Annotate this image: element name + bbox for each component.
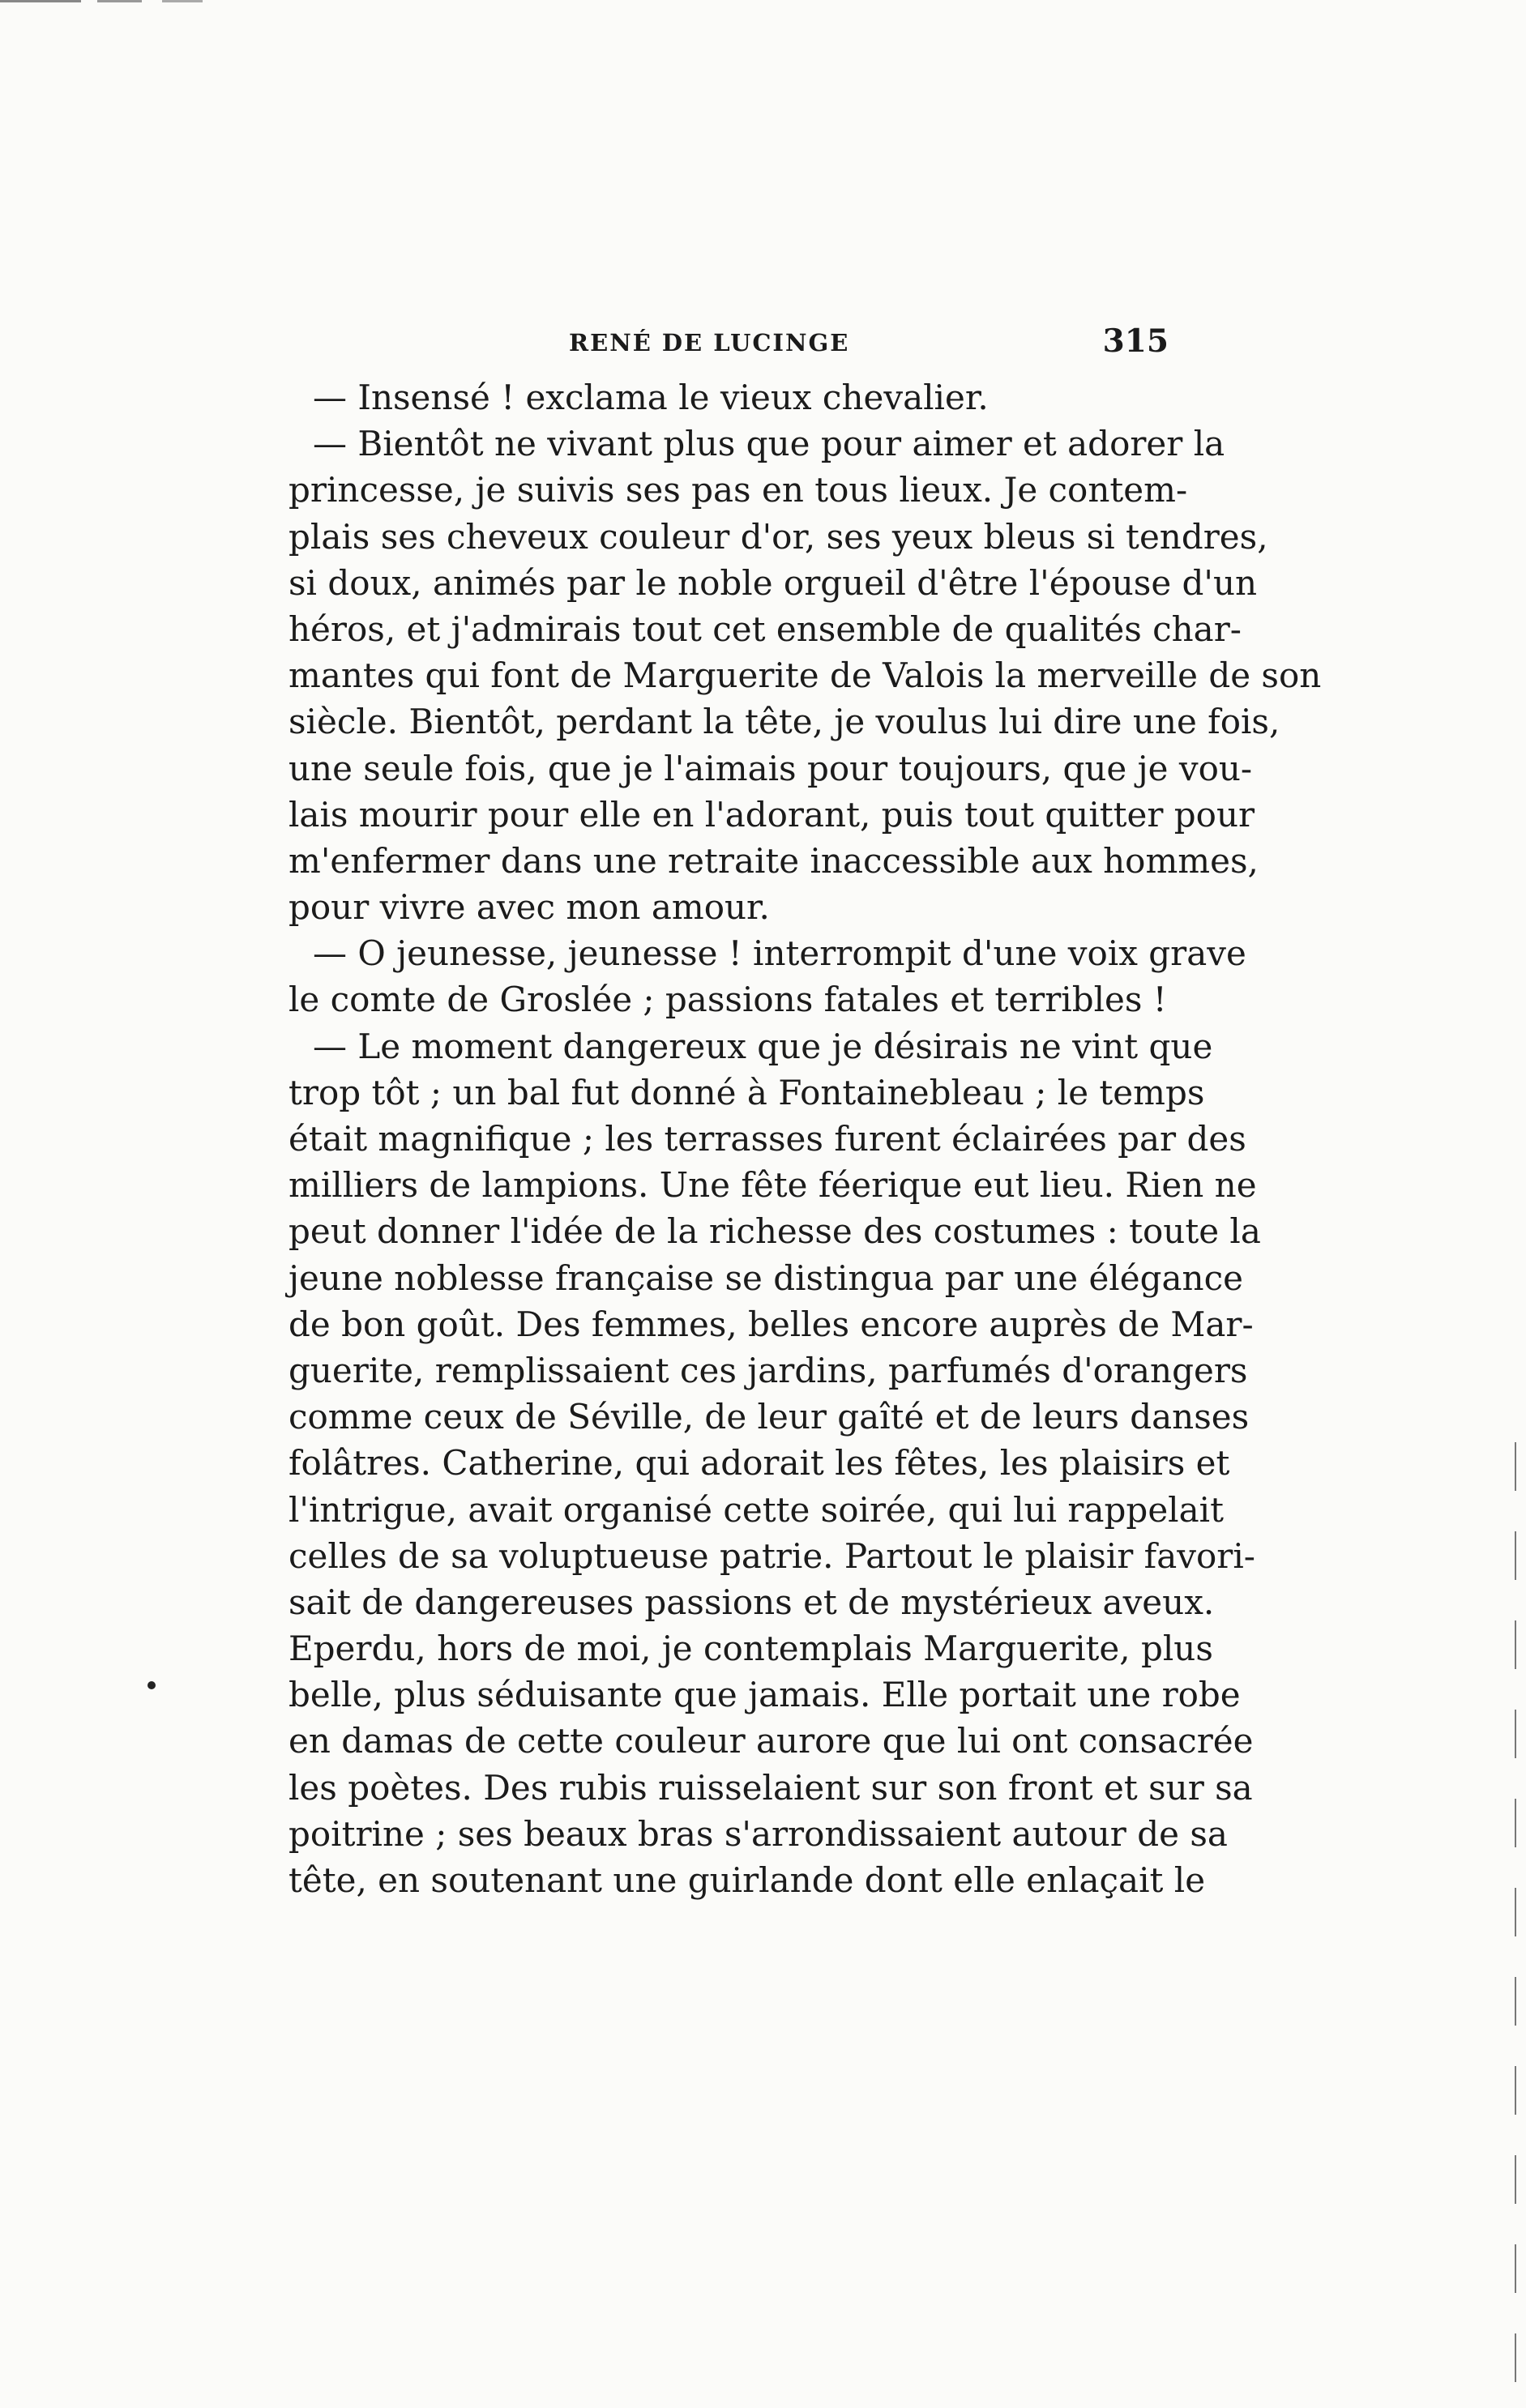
page-header — [289, 322, 1169, 371]
text-line: si doux, animés par le noble orgueil d'être l'épouse d'un — [289, 562, 1258, 603]
scan-speck — [147, 1681, 156, 1689]
scan-right-edge-mark — [1515, 1442, 1516, 2382]
text-line: une seule fois, que je l'aimais pour toujours, que je vou- — [289, 748, 1253, 788]
text-line: m'enfermer dans une retraite inaccessible aux hommes, — [289, 840, 1259, 881]
text-line: — Le moment dangereux que je désirais ne vint que — [313, 1026, 1213, 1066]
text-line: jeune noblesse française se distingua par une élégance — [289, 1257, 1243, 1298]
text-line: belle, plus séduisante que jamais. Elle portait une robe — [289, 1675, 1241, 1715]
text-line: peut donner l'idée de la richesse des costumes : toute la — [289, 1211, 1261, 1252]
text-line: guerite, remplissaient ces jardins, parfumés d'orangers — [289, 1350, 1248, 1390]
text-line: siècle. Bientôt, perdant la tête, je voulus lui dire une fois, — [289, 702, 1280, 742]
page-number: 315 — [1102, 322, 1169, 360]
text-line: folâtres. Catherine, qui adorait les fêtes, les plaisirs et — [289, 1443, 1230, 1484]
text-line: comme ceux de Séville, de leur gaîté et de leurs danses — [289, 1397, 1250, 1437]
text-line: celles de sa voluptueuse patrie. Partout le plaisir favori- — [289, 1535, 1255, 1576]
text-line: le comte de Groslée ; passions fatales et terribles ! — [289, 980, 1167, 1020]
text-line: — Insensé ! exclama le vieux chevalier. — [313, 378, 989, 417]
text-line: tête, en soutenant une guirlande dont elle enlaçait le — [289, 1860, 1206, 1900]
text-line: était magnifique ; les terrasses furent éclairées par des — [289, 1119, 1246, 1159]
text-line: — Bientôt ne vivant plus que pour aimer et adorer la — [313, 424, 1225, 464]
text-line: l'intrigue, avait organisé cette soirée, qui lui rappelait — [289, 1489, 1224, 1530]
text-line: — O jeunesse, jeunesse ! interrompit d'une voix grave — [313, 933, 1246, 974]
text-line: Eperdu, hors de moi, je contemplais Marguerite, plus — [289, 1629, 1213, 1669]
text-line: sait de dangereuses passions et de mystérieux aveux. — [289, 1582, 1215, 1622]
text-line: mantes qui font de Marguerite de Valois la merveille de son — [289, 655, 1322, 696]
text-line: lais mourir pour elle en l'adorant, puis tout quitter pour — [289, 794, 1255, 835]
scan-edge-mark — [0, 0, 203, 2]
text-line: les poètes. Des rubis ruisselaient sur son front et sur sa — [289, 1767, 1253, 1808]
text-line: en damas de cette couleur aurore que lui ont consacrée — [289, 1721, 1254, 1761]
text-line: milliers de lampions. Une fête féerique eut lieu. Rien ne — [289, 1165, 1257, 1206]
text-line: trop tôt ; un bal fut donné à Fontainebleau ; le temps — [289, 1072, 1205, 1112]
text-line: plais ses cheveux couleur d'or, ses yeux bleus si tendres, — [289, 516, 1268, 557]
text-line: pour vivre avec mon amour. — [289, 887, 770, 928]
body-text — [289, 374, 1322, 1903]
text-line: princesse, je suivis ses pas en tous lieux. Je contem- — [289, 470, 1188, 510]
text-line: poitrine ; ses beaux bras s'arrondissaient autour de sa — [289, 1813, 1228, 1854]
text-line: de bon goût. Des femmes, belles encore auprès de Mar- — [289, 1304, 1254, 1344]
running-title: RENÉ DE LUCINGE — [569, 329, 850, 357]
text-line: héros, et j'admirais tout cet ensemble de qualités char- — [289, 608, 1242, 649]
